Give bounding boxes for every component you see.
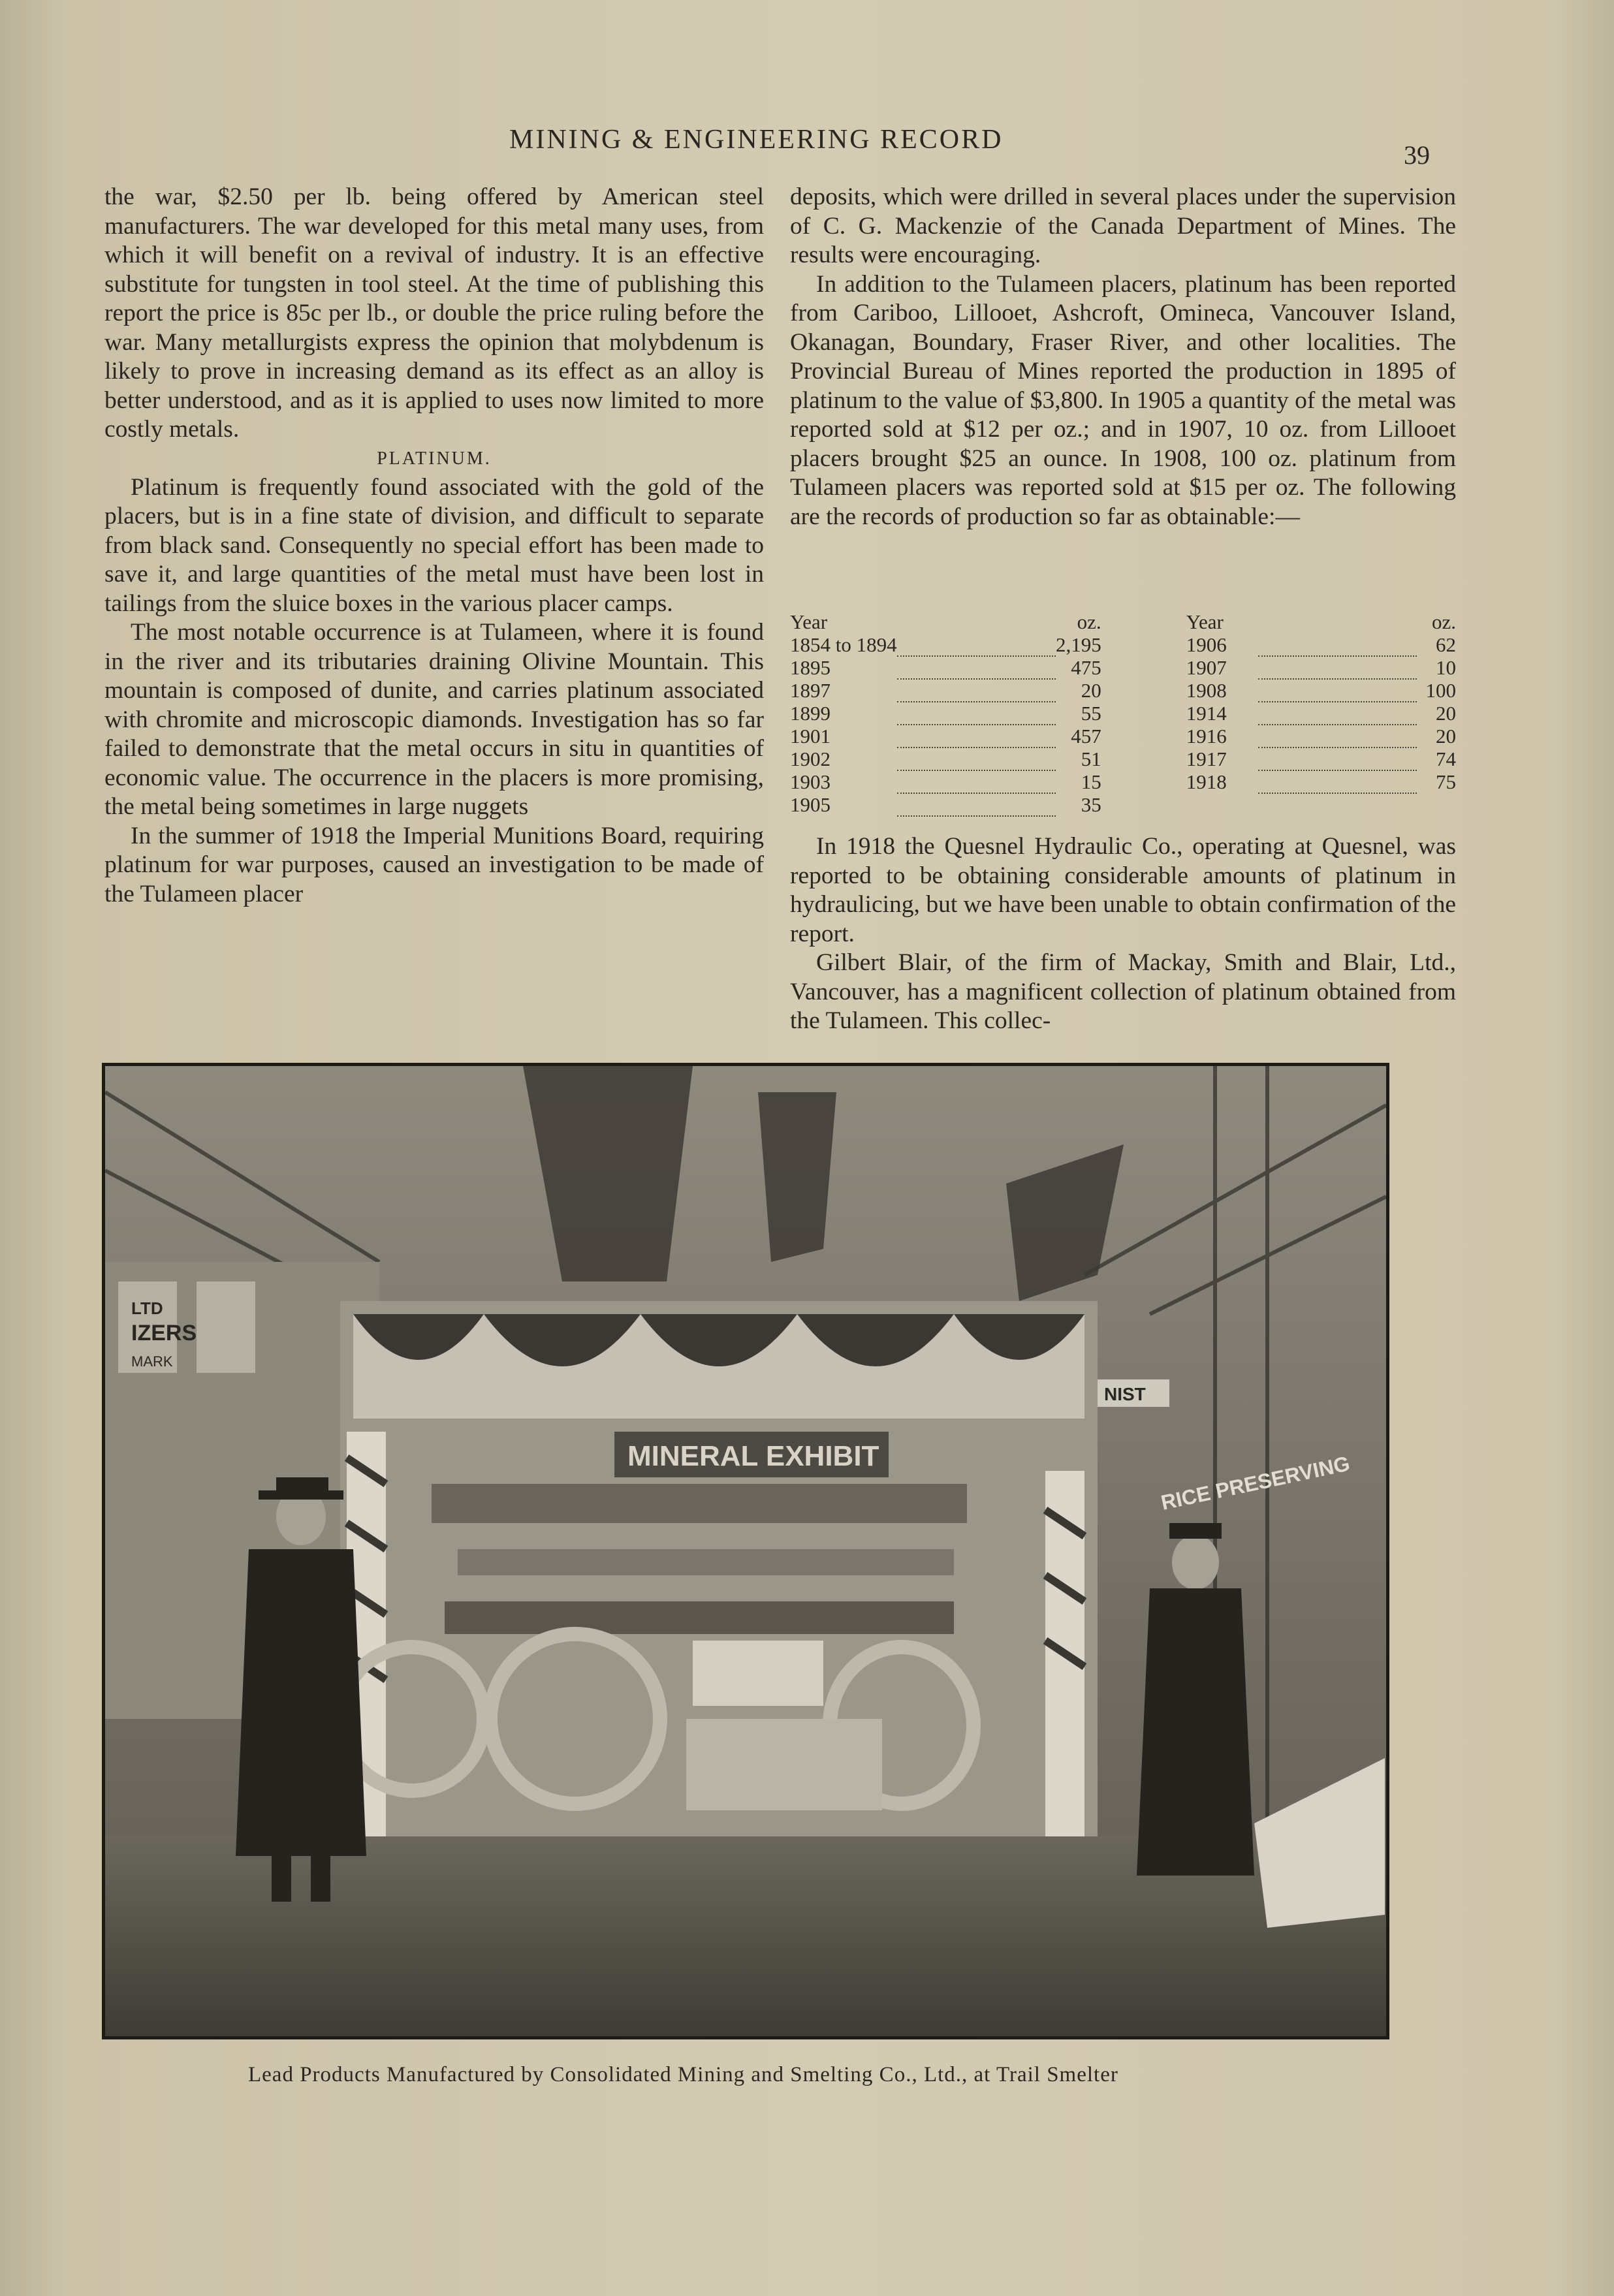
dot-leader bbox=[897, 770, 1056, 793]
running-title: MINING & ENGINEERING RECORD bbox=[509, 125, 1004, 155]
spacer bbox=[1186, 793, 1258, 816]
photo-illustration bbox=[105, 1066, 1386, 2036]
paragraph: In 1918 the Quesnel Hydraulic Co., operating at Quesnel, was reported to be obtaining considerable amounts of platinum in hydraulicing, but we have been unable to obtain confirmation of the report. bbox=[790, 833, 1456, 947]
paragraph: Gilbert Blair, of the firm of Mackay, Smith and Blair, Ltd., Vancouver, has a magnificent collection of platinum obtained from the Tulameen. This collec- bbox=[790, 949, 1456, 1034]
table-row bbox=[790, 793, 1456, 816]
dot-leader bbox=[897, 747, 1056, 770]
cell-year: 1899 bbox=[790, 702, 831, 725]
cell-oz: 51 bbox=[1081, 747, 1101, 770]
exhibit-photograph bbox=[102, 1063, 1389, 2039]
sign-rice-preserving: RICE PRESERVING bbox=[1158, 1451, 1352, 1515]
cell-oz: 74 bbox=[1436, 747, 1456, 770]
sign-mineral-exhibit: MINERAL EXHIBIT bbox=[627, 1440, 879, 1472]
cell-oz: 15 bbox=[1081, 770, 1101, 793]
right-column-top bbox=[790, 183, 1456, 531]
paragraph: In the summer of 1918 the Imperial Munitions Board, requiring platinum for war purposes, caused an investigation to be made of the Tulameen placer bbox=[104, 822, 764, 907]
cell-year: 1905 bbox=[790, 793, 831, 816]
column-header-year: Year bbox=[1186, 610, 1224, 633]
spacer bbox=[1101, 679, 1186, 702]
page-number: 39 bbox=[1404, 140, 1430, 170]
paragraph: The most notable occurrence is at Tulameen, where it is found in the river and its tributaries draining Olivine Mountain. This mountain is composed of dunite, and carries platinum associated with chromite and microscopic diamonds. Investigation has so far failed to demonstrate that the metal occurs in situ in quantities of economic value. The occurrence in the placers is more promising, the metal being sometimes in large nuggets bbox=[104, 619, 764, 820]
page-header bbox=[0, 124, 1614, 170]
table-row bbox=[790, 770, 1456, 793]
dot-leader bbox=[897, 679, 1056, 702]
cell-year: 1903 bbox=[790, 770, 831, 793]
spacer bbox=[1101, 725, 1186, 747]
left-column bbox=[104, 183, 764, 909]
dot-leader bbox=[897, 633, 1056, 656]
table-row bbox=[790, 702, 1456, 725]
column-header-oz: oz. bbox=[1431, 610, 1456, 633]
cell-oz: 2,195 bbox=[1055, 633, 1101, 656]
table-header-row bbox=[790, 610, 1456, 633]
spacer bbox=[1101, 770, 1186, 793]
cell-year: 1901 bbox=[790, 725, 831, 747]
production-records-table bbox=[790, 610, 1456, 817]
photo-caption: Lead Products Manufactured by Consolidated Mining and Smelting Co., Ltd., at Trail Smelter bbox=[248, 2063, 1118, 2086]
table-row bbox=[790, 679, 1456, 702]
sign-left-2: LTD bbox=[131, 1298, 163, 1318]
paragraph: the war, $2.50 per lb. being offered by American steel manufacturers. The war developed for this metal many uses, from which it will benefit on a revival of industry. It is an effective substitute for tungsten in tool steel. At the time of publishing this report the price is 85c per lb., or double the price ruling before the war. Many metallurgists express the opinion that molybdenum is likely to prove in increasing demand as its effect as an alloy is better understood, and as it is applied to uses now limited to more costly metals. bbox=[104, 183, 764, 443]
cell-oz: 20 bbox=[1436, 725, 1456, 747]
spacer bbox=[1101, 747, 1186, 770]
paragraph: Platinum is frequently found associated with the gold of the placers, but is in a fine state of division, and difficult to separate from black sand. Consequently no special effort has been made to save it, and large quantities of the metal must have been lost in tailings from the sluice boxes in the various placer camps. bbox=[104, 473, 764, 617]
cell-year: 1916 bbox=[1186, 725, 1227, 747]
cell-year: 1902 bbox=[790, 747, 831, 770]
dot-leader bbox=[1258, 747, 1417, 770]
cell-year: 1917 bbox=[1186, 747, 1227, 770]
spacer bbox=[1101, 633, 1186, 656]
spacer bbox=[1101, 702, 1186, 725]
cell-year: 1906 bbox=[1186, 633, 1227, 656]
right-column-bottom bbox=[790, 832, 1456, 1036]
column-header-oz: oz. bbox=[1077, 610, 1101, 633]
paragraph: In addition to the Tulameen placers, platinum has been reported from Cariboo, Lillooet, Ashcroft, Omineca, Vancouver Island, Okanagan, Boundary, Fraser River, and other localities. The Provincial Bureau of Mines reported the production in 1895 of platinum to the value of $3,800. In 1905 a quantity of the metal was reported sold at $12 per oz.; and in 1907, 10 oz. from Lillooet placers brought $25 an ounce. In 1908, 100 oz. platinum from Tulameen placers was reported sold at $15 per oz. The following are the records of production so far as obtainable:— bbox=[790, 270, 1456, 530]
cell-year: 1918 bbox=[1186, 770, 1227, 793]
paragraph: deposits, which were drilled in several places under the supervision of C. G. Mackenzie of the Canada Department of Mines. The results were encouraging. bbox=[790, 183, 1456, 268]
cell-oz: 20 bbox=[1081, 679, 1101, 702]
cell-oz: 62 bbox=[1436, 633, 1456, 656]
table-row bbox=[790, 633, 1456, 656]
cell-year: 1895 bbox=[790, 656, 831, 679]
table-row bbox=[790, 656, 1456, 679]
cell-year: 1907 bbox=[1186, 656, 1227, 679]
column-header-year: Year bbox=[790, 610, 828, 633]
dot-leader bbox=[1258, 633, 1417, 656]
cell-oz: 10 bbox=[1436, 656, 1456, 679]
cell-year: 1897 bbox=[790, 679, 831, 702]
sign-left: IZERS bbox=[131, 1321, 197, 1345]
cell-year: 1908 bbox=[1186, 679, 1227, 702]
dot-leader bbox=[897, 656, 1056, 679]
cell-year: 1854 to 1894 bbox=[790, 633, 897, 656]
spacer bbox=[1101, 610, 1186, 633]
cell-oz: 35 bbox=[1081, 793, 1101, 816]
dot-leader bbox=[1258, 770, 1417, 793]
section-heading: PLATINUM. bbox=[377, 448, 492, 469]
dot-leader bbox=[1258, 725, 1417, 747]
table-row bbox=[790, 747, 1456, 770]
cell-oz: 55 bbox=[1081, 702, 1101, 725]
dot-leader bbox=[1258, 656, 1417, 679]
spacer bbox=[1417, 793, 1456, 816]
cell-oz: 75 bbox=[1436, 770, 1456, 793]
spacer bbox=[1101, 656, 1186, 679]
cell-year: 1914 bbox=[1186, 702, 1227, 725]
spacer bbox=[1258, 610, 1417, 633]
dot-leader bbox=[1258, 679, 1417, 702]
cell-oz: 475 bbox=[1071, 656, 1101, 679]
cell-oz: 100 bbox=[1425, 679, 1456, 702]
spacer bbox=[1101, 793, 1186, 816]
spacer bbox=[1258, 793, 1417, 816]
cell-oz: 457 bbox=[1071, 725, 1101, 747]
sign-nist: NIST bbox=[1104, 1384, 1146, 1404]
sign-left-3: MARK bbox=[131, 1353, 173, 1370]
cell-oz: 20 bbox=[1436, 702, 1456, 725]
spacer bbox=[897, 610, 1056, 633]
dot-leader bbox=[897, 793, 1056, 816]
dot-leader bbox=[897, 702, 1056, 725]
dot-leader bbox=[1258, 702, 1417, 725]
table-row bbox=[790, 725, 1456, 747]
dot-leader bbox=[897, 725, 1056, 747]
